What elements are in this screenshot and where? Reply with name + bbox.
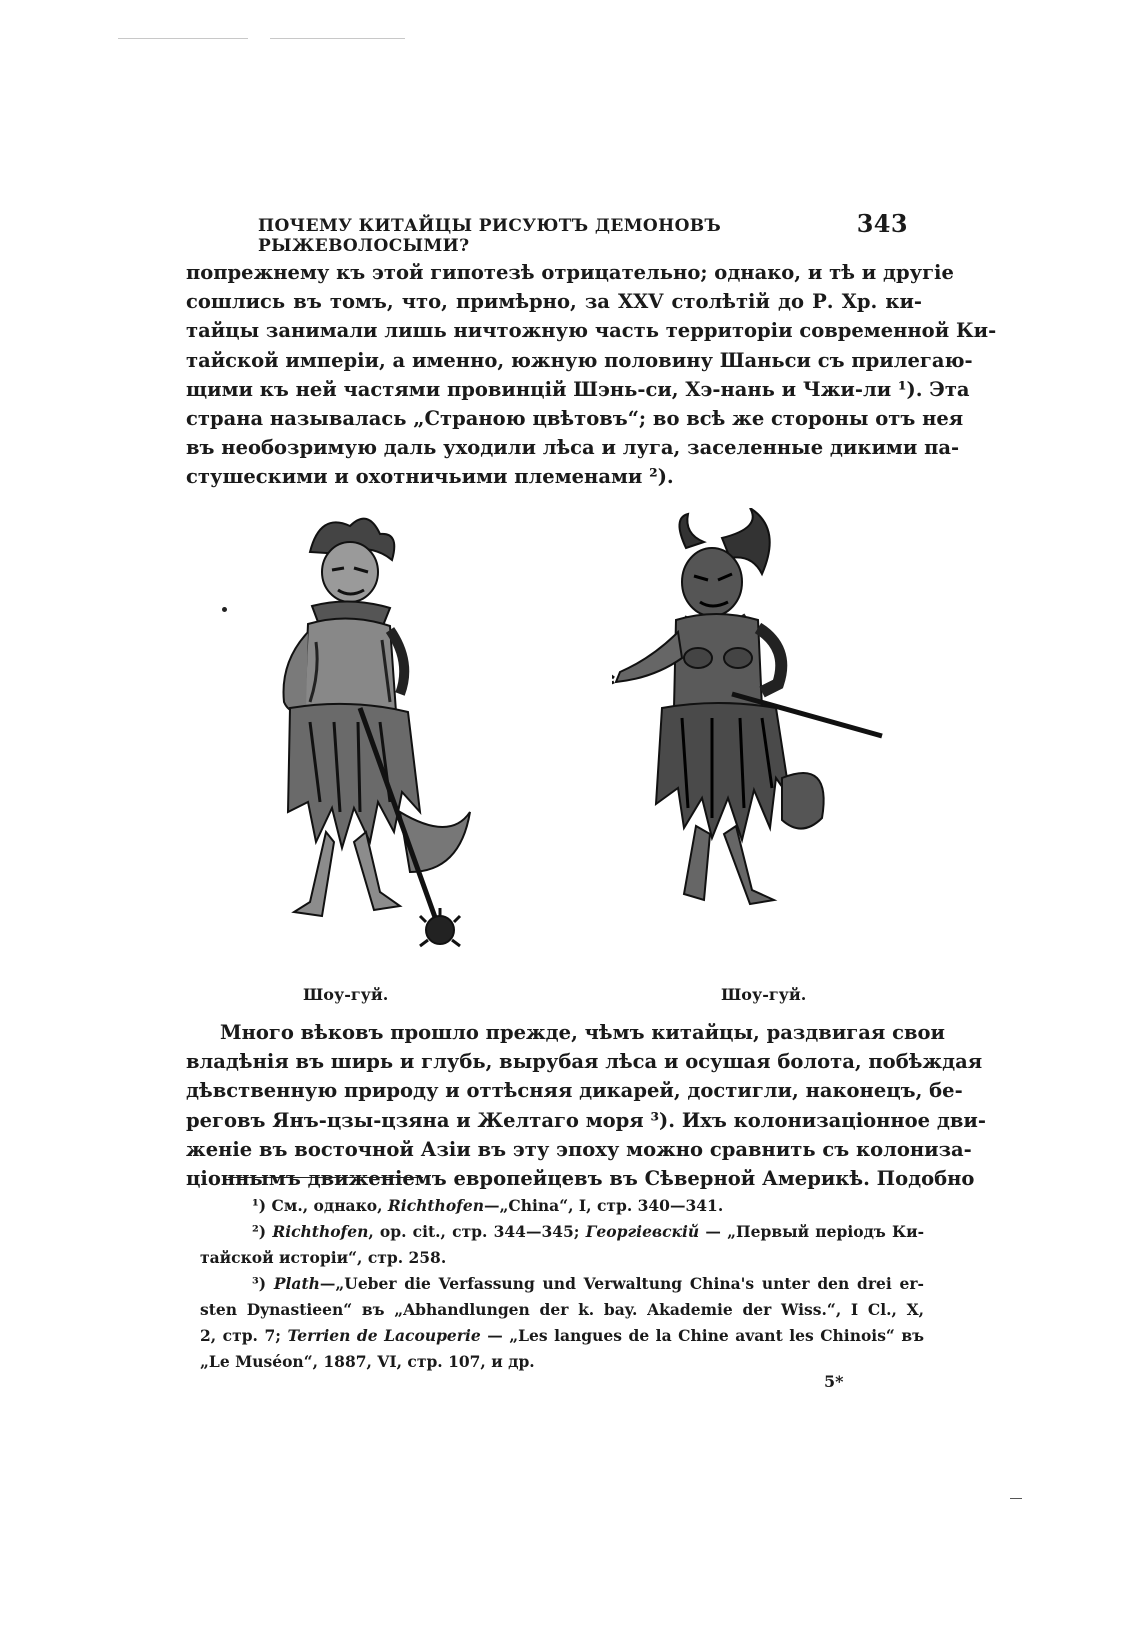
text-line: въ необозримую даль уходили лѣса и луга, заселенные дикими па- xyxy=(186,436,960,460)
illustration-demon-right xyxy=(612,508,892,948)
demon-left-drawing xyxy=(250,512,490,952)
footnote-line: тайской исторіи“, стр. 258. xyxy=(200,1248,447,1267)
text-line: попрежнему къ этой гипотезѣ отрицательно; однако, и тѣ и другіе xyxy=(186,261,954,284)
footnote-divider xyxy=(228,1177,423,1178)
footnote-line xyxy=(200,1271,924,1297)
footnote-text: — „Первый періодъ Ки- xyxy=(705,1222,924,1241)
text-line: тайской имперіи, а именно, южную половину Шаньси съ прилегаю- xyxy=(186,348,973,372)
footnote-1 xyxy=(200,1193,924,1219)
text-line: ціоннымъ движеніемъ европейцевъ въ Сѣверной Америкѣ. Подобно xyxy=(186,1167,975,1191)
paragraph-2 xyxy=(186,1018,986,1193)
footnote-3 xyxy=(200,1271,924,1375)
footnotes xyxy=(200,1193,924,1375)
footnote-author: Terrien de Lacouperie xyxy=(287,1326,481,1345)
footnote-line: sten Dynastieen“ въ „Abhandlungen der k. bay. Akademie der Wiss.“, I Cl., X, xyxy=(200,1300,924,1319)
footnote-text: , op. cit., стр. 344—345; xyxy=(368,1222,580,1241)
scan-artifact-line xyxy=(270,38,405,39)
text-line: сошлись въ томъ, что, примѣрно, за XXV столѣтій до Р. Хр. ки- xyxy=(186,290,922,314)
text-line: тайцы занимали лишь ничтожную часть территоріи современной Ки- xyxy=(186,319,997,343)
demon-right-drawing xyxy=(612,508,892,948)
footnote-marker: ²) xyxy=(252,1222,267,1241)
text-line: владѣнія въ ширь и глубь, вырубая лѣса и осушая болота, побѣждая xyxy=(186,1050,983,1074)
figure-caption-left: Шоу-гуй. xyxy=(303,985,389,1004)
running-header xyxy=(258,208,908,256)
paragraph-1 xyxy=(186,258,997,492)
page-number: 343 xyxy=(856,209,908,238)
footnote-line: „Le Muséon“, 1887, VI, стр. 107, и др. xyxy=(200,1352,535,1371)
text-line: страна называлась „Страною цвѣтовъ“; во всѣ же стороны отъ нея xyxy=(186,407,964,431)
figure-caption-right: Шоу-гуй. xyxy=(721,985,807,1004)
text-line: женіе въ восточной Азіи въ эту эпоху можно сравнить съ колониза- xyxy=(186,1137,972,1161)
footnote-text: 2, стр. 7; xyxy=(200,1326,281,1345)
footnote-marker: ¹) xyxy=(252,1196,267,1215)
text-line: стушескими и охотничьими племенами ²). xyxy=(186,465,674,489)
scan-speck xyxy=(222,607,227,612)
text-line: Много вѣковъ прошло прежде, чѣмъ китайцы, раздвигая свои xyxy=(220,1021,945,1044)
text-line: щими къ ней частями провинцій Шэнь-си, Хэ-нань и Чжи-ли ¹). Эта xyxy=(186,377,970,401)
footnote-author: Richthofen xyxy=(272,1222,369,1241)
footnote-line xyxy=(200,1219,924,1245)
footnote-text: —„China“, I, стр. 340—341. xyxy=(483,1196,724,1215)
footnote-author: Plath xyxy=(273,1274,320,1293)
scan-artifact-line xyxy=(1010,1498,1022,1499)
footnote-text: — „Les langues de la Chine avant les Chinois“ въ xyxy=(487,1326,924,1345)
footnote-author: Richthofen xyxy=(387,1196,484,1215)
footnote-2 xyxy=(200,1219,924,1271)
text-line: реговъ Янъ-цзы-цзяна и Желтаго моря ³). Ихъ колонизаціонное дви- xyxy=(186,1108,986,1132)
illustration-demon-left xyxy=(250,512,490,952)
footnote-text: См., однако, xyxy=(271,1196,383,1215)
signature-mark: 5* xyxy=(824,1372,844,1391)
footnote-marker: ³) xyxy=(252,1274,267,1293)
footnote-text: —„Ueber die Verfassung und Verwaltung China's unter den drei er- xyxy=(319,1274,924,1293)
footnote-author: Георгіевскій xyxy=(585,1222,700,1241)
scan-artifact-line xyxy=(118,38,248,39)
text-line: дѣвственную природу и оттѣсняя дикарей, достигли, наконецъ, бе- xyxy=(186,1079,963,1103)
footnote-line xyxy=(200,1323,924,1349)
running-title: ПОЧЕМУ КИТАЙЦЫ РИСУЮТЪ ДЕМОНОВЪ РЫЖЕВОЛОСЫМИ? xyxy=(258,216,722,256)
